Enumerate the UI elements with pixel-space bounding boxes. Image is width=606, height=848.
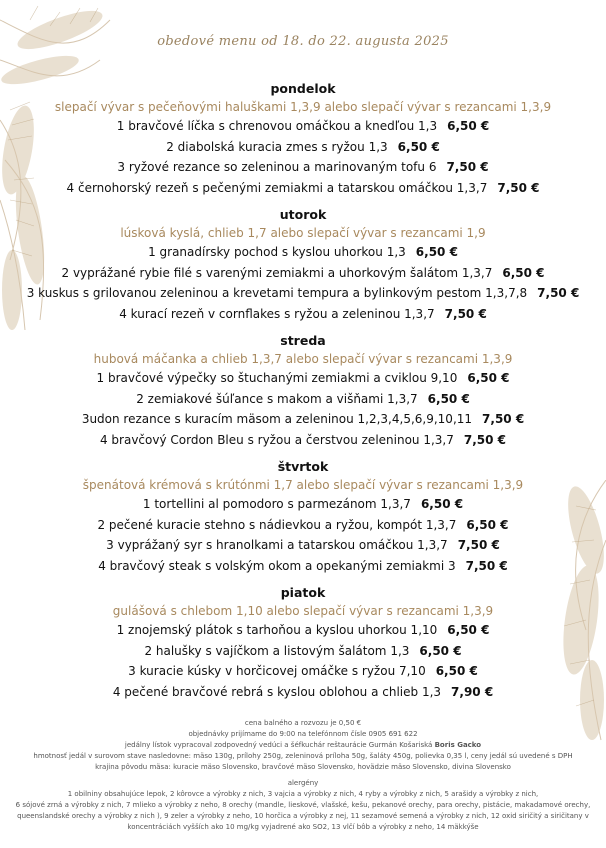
- dish-item: [0, 409, 606, 430]
- chef-name: Boris Gacko: [434, 741, 482, 749]
- day-name: pondelok: [270, 81, 336, 96]
- dish-price: 6,50 €: [419, 643, 462, 658]
- weekly-menu: [0, 80, 606, 710]
- dish-price: 6,50 €: [427, 391, 470, 406]
- soup-line: špenátová krémová s krútónmi 1,7 alebo slepačí vývar s rezancami 1,3,9: [82, 478, 524, 492]
- dish-price: 6,50 €: [466, 517, 509, 532]
- dish-price: 6,50 €: [447, 119, 490, 133]
- dish-price: 7,90 €: [451, 684, 494, 699]
- footer: [0, 718, 606, 833]
- dish-text: 3 ryžové rezance so zeleninou a marinovaným tofu 6: [117, 160, 437, 174]
- dish-item: [0, 263, 606, 284]
- dish-text: 3 kuskus s grilovanou zeleninou a krevetami tempura a bylinkovým pestom 1,3,7,8: [26, 286, 528, 300]
- dish-item: [0, 368, 606, 389]
- allergens-title: alergény: [287, 779, 319, 787]
- menu-title: obedové menu od 18. do 22. augusta 2025: [157, 34, 449, 49]
- dish-item: [0, 682, 606, 703]
- dish-price: 7,50 €: [497, 180, 540, 195]
- dish-price: 6,50 €: [415, 245, 458, 259]
- orders-note: objednávky prijímame do 9:00 na telefónnom čísle 0905 691 622: [188, 730, 418, 738]
- dish-text: 3udon rezance s kuracím mäsom a zeleninou 1,2,3,4,5,6,9,10,11: [81, 412, 473, 426]
- dish-text: 2 pečené kuracie stehno s nádievkou a ryžou, kompót 1,3,7: [97, 517, 457, 532]
- soup-line: gulášová s chlebom 1,10 alebo slepačí vývar s rezancami 1,3,9: [112, 604, 494, 618]
- dish-price: 7,50 €: [482, 412, 525, 426]
- day-name: utorok: [279, 207, 327, 222]
- origin-note: krajina pôvodu mäsa: kuracie mäso Slovensko, bravčové mäso Slovensko, hovädzie mäso Slovensko, divina Slovensko: [95, 763, 511, 771]
- dish-item: [0, 556, 606, 577]
- dish-item: [0, 116, 606, 137]
- dish-item: [0, 515, 606, 536]
- dish-text: 1 tortellini al pomodoro s parmezánom 1,3,7: [142, 497, 411, 511]
- dish-item: [0, 304, 606, 325]
- packaging-note: cena balného a rozvozu je 0,50 €: [244, 719, 362, 727]
- dish-item: [0, 430, 606, 451]
- dish-price: 6,50 €: [447, 623, 490, 637]
- dish-text: 4 černohorský rezeň s pečenými zemiakmi a tatarskou omáčkou 1,3,7: [66, 180, 488, 195]
- dish-price: 6,50 €: [397, 139, 440, 154]
- dish-text: 1 bravčové líčka s chrenovou omáčkou a knedľou 1,3: [116, 119, 438, 133]
- dish-text: 4 bravčový Cordon Bleu s ryžou a čerstvou zeleninou 1,3,7: [99, 432, 454, 447]
- dish-price: 6,50 €: [420, 497, 464, 511]
- allergens-line: koncentráciách vyšších ako 10 mg/kg vyjadrené ako SO2, 13 vlčí bôb a výrobky z neho, 14 mäkkýše: [127, 823, 479, 831]
- day-name: piatok: [280, 585, 326, 600]
- dish-price: 7,50 €: [446, 160, 489, 174]
- dish-price: 7,50 €: [465, 558, 508, 573]
- dish-item: [0, 137, 606, 158]
- day-name: štvrtok: [277, 459, 329, 474]
- day-friday: [0, 584, 606, 710]
- responsible-note: [0, 740, 606, 751]
- dish-item: [0, 283, 606, 304]
- responsible-text: jedálny lístok vypracoval zodpovedný vedúci a šéfkuchár reštaurácie Gurmán Košariská: [124, 741, 433, 749]
- dish-item: [0, 620, 606, 641]
- dish-price: 6,50 €: [502, 265, 545, 280]
- dish-item: [0, 242, 606, 263]
- allergens-line: queenslandské orechy a výrobky z nich ), 9 zeler a výrobky z neho, 10 horčica a výrobky z nej, 11 sezamové semená a výrobky z nich, 12 oxid siričitý a siričitany v: [17, 812, 589, 820]
- dish-text: 3 kuracie kúsky v horčicovej omáčke s ryžou 7,10: [128, 664, 426, 678]
- dish-item: [0, 389, 606, 410]
- dish-text: 2 halušky s vajíčkom a listovým šalátom 1,3: [144, 643, 410, 658]
- dish-item: [0, 661, 606, 682]
- dish-price: 6,50 €: [435, 664, 478, 678]
- allergens-line: 6 sójové zrná a výrobky z nich, 7 mlieko a výrobky z neho, 8 orechy (mandle, lieskové, vlašské, kešu, pekanové orechy, para orechy, pistácie, makadamové orechy,: [15, 801, 591, 809]
- dish-price: 6,50 €: [467, 371, 510, 385]
- soup-line: slepačí vývar s pečeňovými haluškami 1,3,9 alebo slepačí vývar s rezancami 1,3,9: [54, 100, 552, 114]
- dish-item: [0, 157, 606, 178]
- dish-item: [0, 641, 606, 662]
- dish-text: 1 bravčové výpečky so štuchanými zemiakmi a cviklou 9,10: [96, 371, 458, 385]
- dish-price: 7,50 €: [457, 538, 500, 552]
- dish-text: 2 vyprážané rybie filé s varenými zemiakmi a uhorkovým šalátom 1,3,7: [61, 265, 493, 280]
- dish-item: [0, 494, 606, 515]
- dish-item: [0, 535, 606, 556]
- day-tuesday: [0, 206, 606, 332]
- day-monday: [0, 80, 606, 206]
- dish-text: 4 kurací rezeň v cornflakes s ryžou a zeleninou 1,3,7: [119, 306, 435, 321]
- weights-note: hmotnosť jedál v surovom stave nasledovne: mäso 130g, prílohy 250g, zeleninová príloha 50g, šaláty 450g, polievka 0,35 l, ceny jedál sú uvedené s DPH: [33, 752, 573, 760]
- dish-price: 7,50 €: [444, 306, 487, 321]
- dish-text: 1 znojemský plátok s tarhoňou a kyslou uhorkou 1,10: [116, 623, 438, 637]
- allergens-line: 1 obilniny obsahujúce lepok, 2 kôrovce a výrobky z nich, 3 vajcia a výrobky z nich, 4 ryby a výrobky z nich, 5 arašidy a výrobky z nich,: [67, 790, 539, 798]
- day-wednesday: [0, 332, 606, 458]
- dish-text: 2 diabolská kuracia zmes s ryžou 1,3: [166, 139, 388, 154]
- dish-text: 3 vyprážaný syr s hranolkami a tatarskou omáčkou 1,3,7: [106, 538, 448, 552]
- dish-text: 1 granadírsky pochod s kyslou uhorkou 1,3: [148, 245, 406, 259]
- dish-text: 2 zemiakové šúľance s makom a višňami 1,3,7: [136, 391, 418, 406]
- dish-price: 7,50 €: [537, 286, 580, 300]
- day-name: streda: [280, 333, 326, 348]
- dish-text: 4 bravčový steak s volským okom a opekanými zemiakmi 3: [98, 558, 456, 573]
- dish-price: 7,50 €: [463, 432, 507, 447]
- dish-item: [0, 178, 606, 199]
- soup-line: hubová máčanka a chlieb 1,3,7 alebo slepačí vývar s rezancami 1,3,9: [93, 352, 513, 366]
- soup-line: lúsková kyslá, chlieb 1,7 alebo slepačí vývar s rezancami 1,9: [120, 226, 486, 240]
- dish-text: 4 pečené bravčové rebrá s kyslou oblohou a chlieb 1,3: [112, 684, 442, 699]
- day-thursday: [0, 458, 606, 584]
